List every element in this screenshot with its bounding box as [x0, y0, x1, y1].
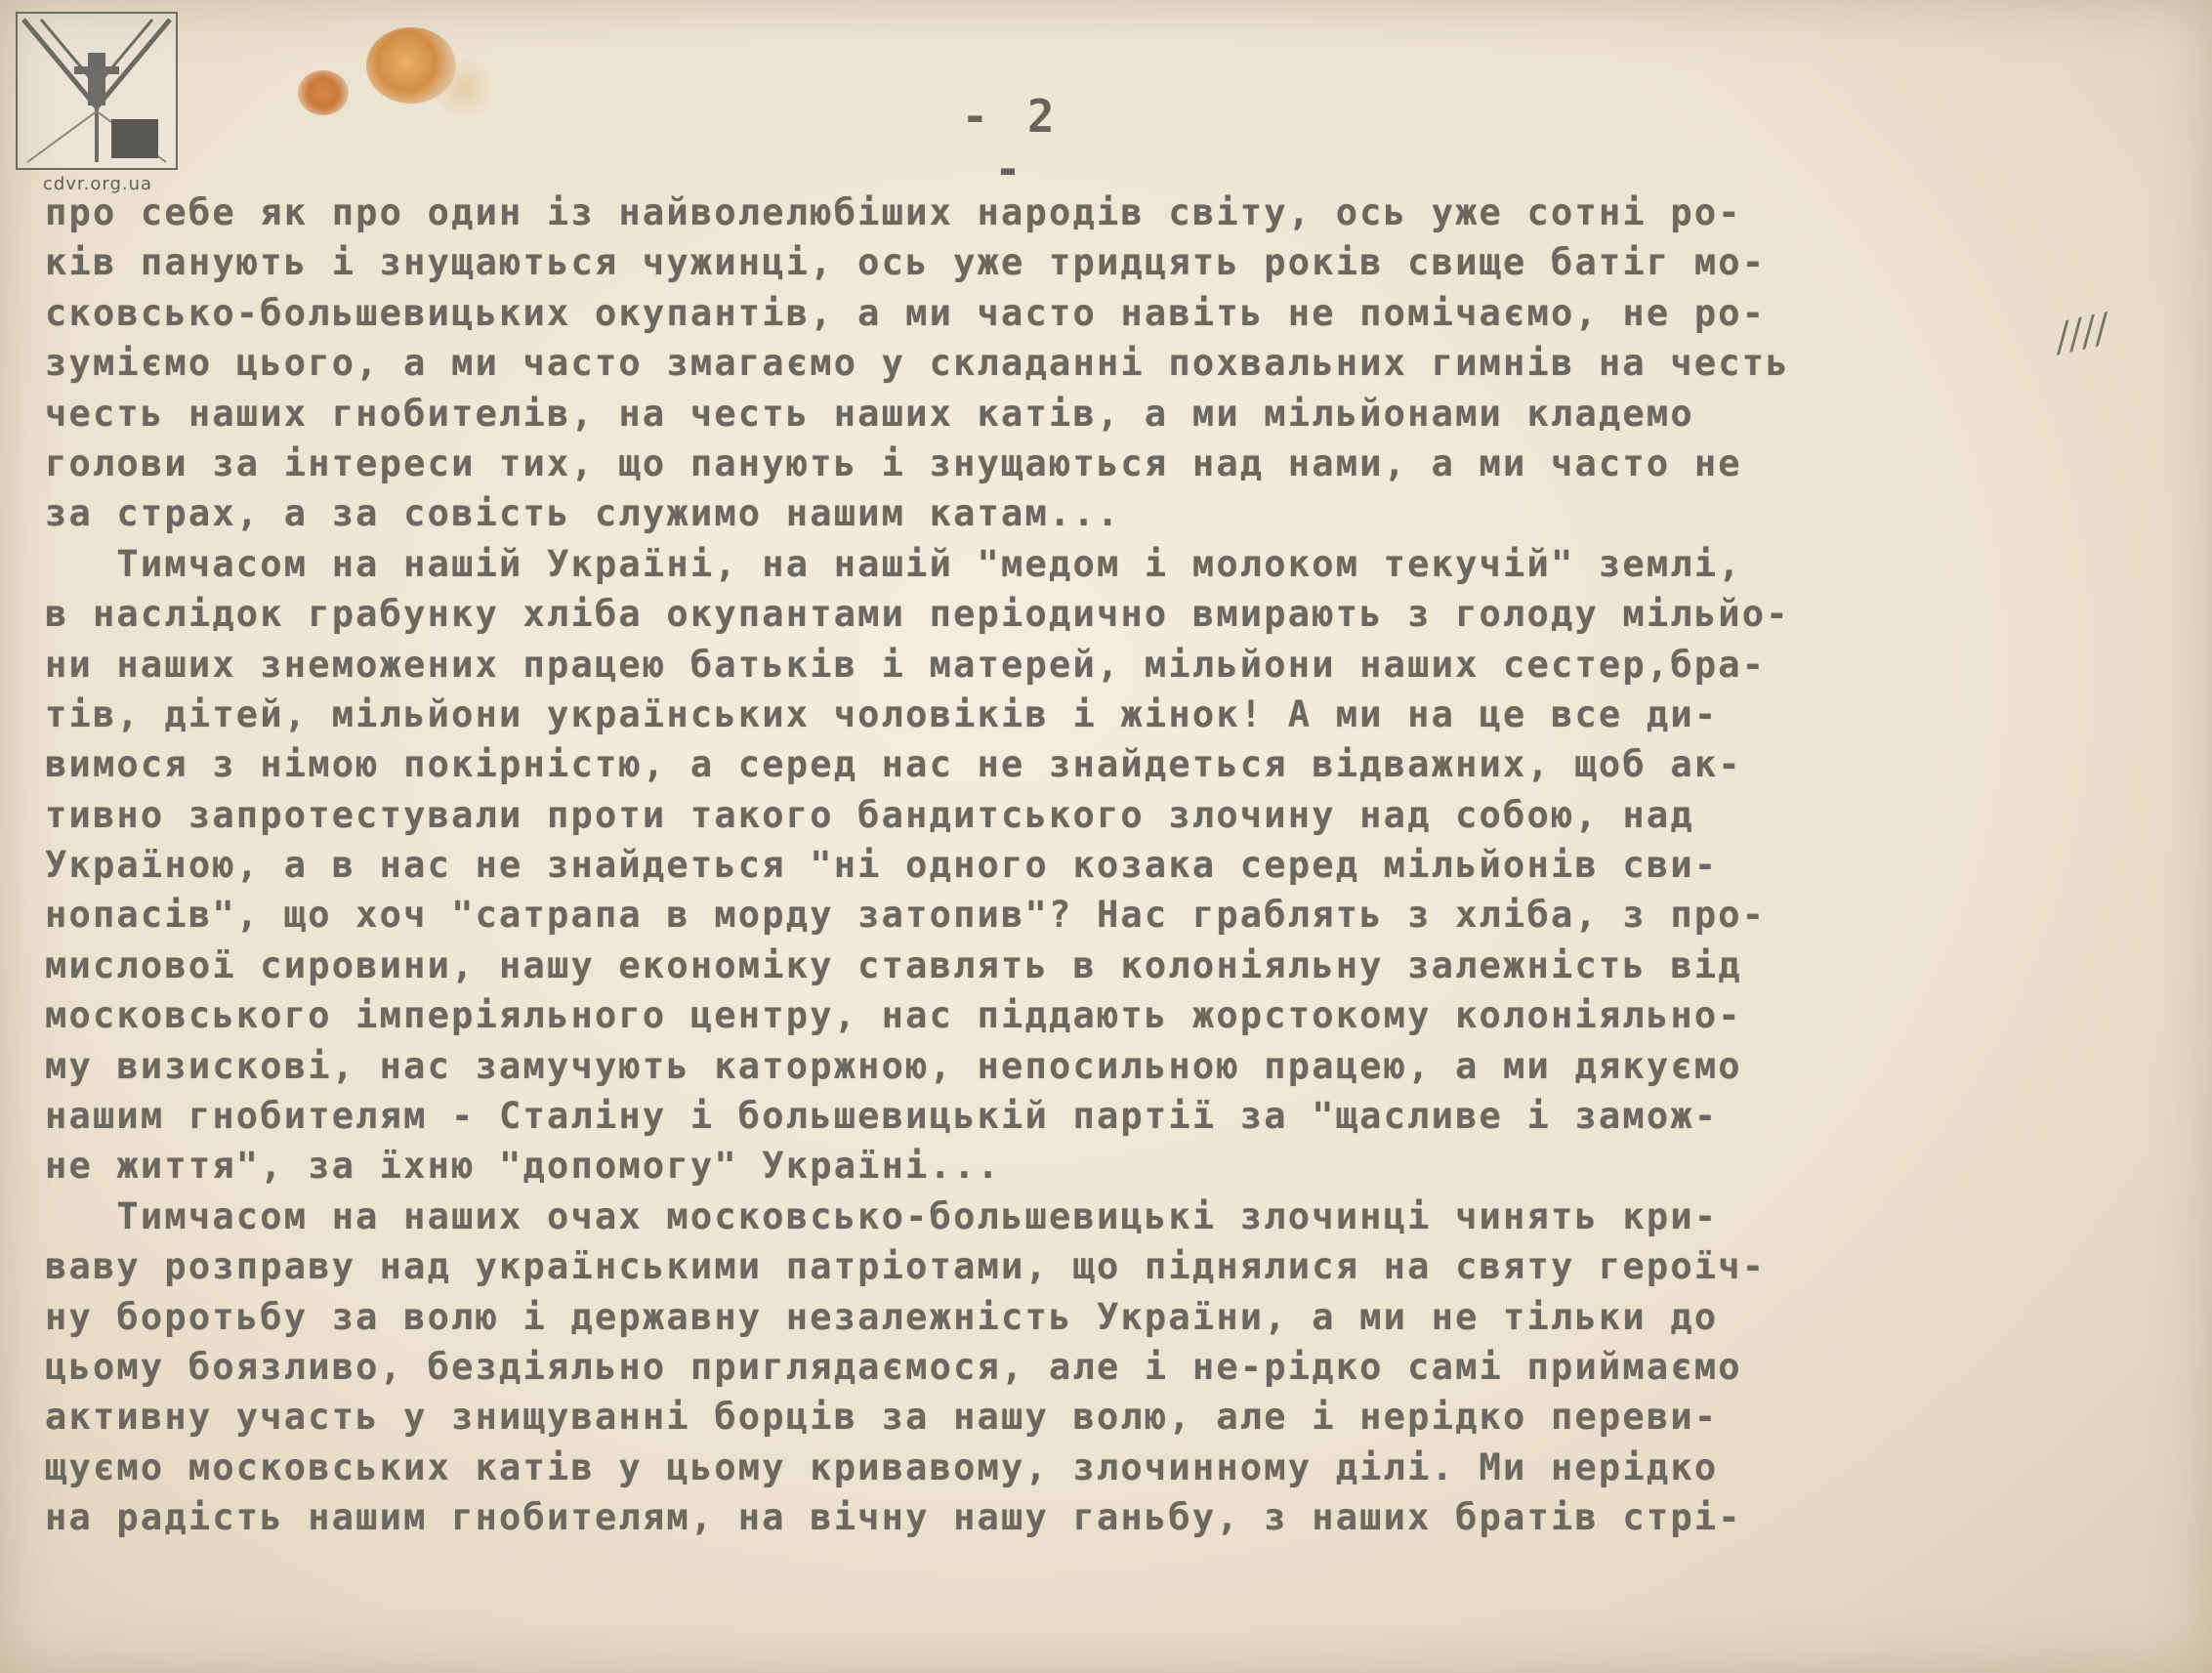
page-number: - 2 -: [961, 90, 1061, 195]
text-line: тів, дітей, мільйони українських чоловіків і жінок! А ми на це все ди-: [45, 692, 1719, 735]
text-line: тивно запротестували проти такого бандитського злочину над собою, над: [45, 793, 1694, 836]
rust-stain: [298, 70, 349, 115]
text-line: цьому боязливо, бездіяльно приглядаємося, але і не-рідко самі приймаємо: [45, 1345, 1742, 1388]
text-line: Тимчасом на нашій Україні, на нашій "медом і молоком текучій" землі,: [45, 542, 1742, 585]
watermark-logo: [16, 12, 180, 197]
text-line: в наслідок грабунку хліба окупантами періодично вмирають з голоду мільйо-: [45, 593, 1790, 636]
text-line: за страх, а за совість служимо нашим катам...: [45, 492, 1121, 535]
text-line: му визискові, нас замучують каторжною, непосильною працею, а ми дякуємо: [45, 1044, 1742, 1087]
text-line: щуємо московських катів у цьому кривавому, злочинному ділі. Ми нерідко: [45, 1445, 1719, 1488]
text-line: про себе як про один із найволелюбіших народів світу, ось уже сотні ро-: [45, 191, 1742, 233]
text-line: не життя", за їхню "допомогу" Україні...: [45, 1145, 1002, 1188]
cdvr-logo-icon: [16, 12, 178, 170]
text-line: честь наших гнобителів, на честь наших катів, а ми мільйонами кладемо: [45, 392, 1694, 435]
typewritten-text: [45, 188, 2193, 1543]
text-line: на радість нашим гнобителям, на вічну нашу ганьбу, з наших братів стрі-: [45, 1496, 1742, 1539]
text-line: ни наших знеможених працею батьків і матерей, мільйони наших сестер,бра-: [45, 643, 1767, 686]
text-line: вимося з німою покірністю, а серед нас не знайдеться відважних, щоб ак-: [45, 743, 1742, 786]
text-line: московського імперіяльного центру, нас піддають жорстокому колоніяльно-: [45, 994, 1742, 1037]
text-line: сковсько-большевицьких окупантів, а ми часто навіть не помічаємо, не ро-: [45, 291, 1767, 334]
text-line: ків панують і знущаються чужинці, ось уже тридцять років свище батіг мо-: [45, 241, 1767, 284]
rust-stain: [366, 27, 456, 104]
handwritten-mark: ////: [2051, 305, 2113, 361]
cdvr-logo-graphic: [18, 14, 176, 168]
text-line: Тимчасом на наших очах московсько-большевицькі злочинці чинять кри-: [45, 1194, 1719, 1237]
text-line: зуміємо цього, а ми часто змагаємо у складанні похвальних гимнів на честь: [45, 342, 1790, 385]
text-line: нопасів", що хоч "сатрапа в морду затопив"? Нас граблять з хліба, з про-: [45, 894, 1767, 937]
text-line: голови за інтереси тих, що панують і знущаються над нами, а ми часто не: [45, 441, 1742, 484]
text-line: активну участь у знищуванні борців за нашу волю, але і нерідко переви-: [45, 1396, 1719, 1439]
text-line: нашим гнобителям - Сталіну і большевицькій партії за "щасливе і замож-: [45, 1095, 1719, 1138]
text-line: Україною, а в нас не знайдеться "ні одного козака серед мільйонів сви-: [45, 844, 1719, 887]
text-line: ну боротьбу за волю і державну незалежність України, а ми не тільки до: [45, 1295, 1719, 1338]
text-line: мислової сировини, нашу економіку ставлять в колоніяльну залежність від: [45, 943, 1742, 986]
watermark-site-label: cdvr.org.ua: [42, 174, 153, 194]
text-line: ваву розправу над українськими патріотами, що піднялися на святу героїч-: [45, 1245, 1767, 1288]
